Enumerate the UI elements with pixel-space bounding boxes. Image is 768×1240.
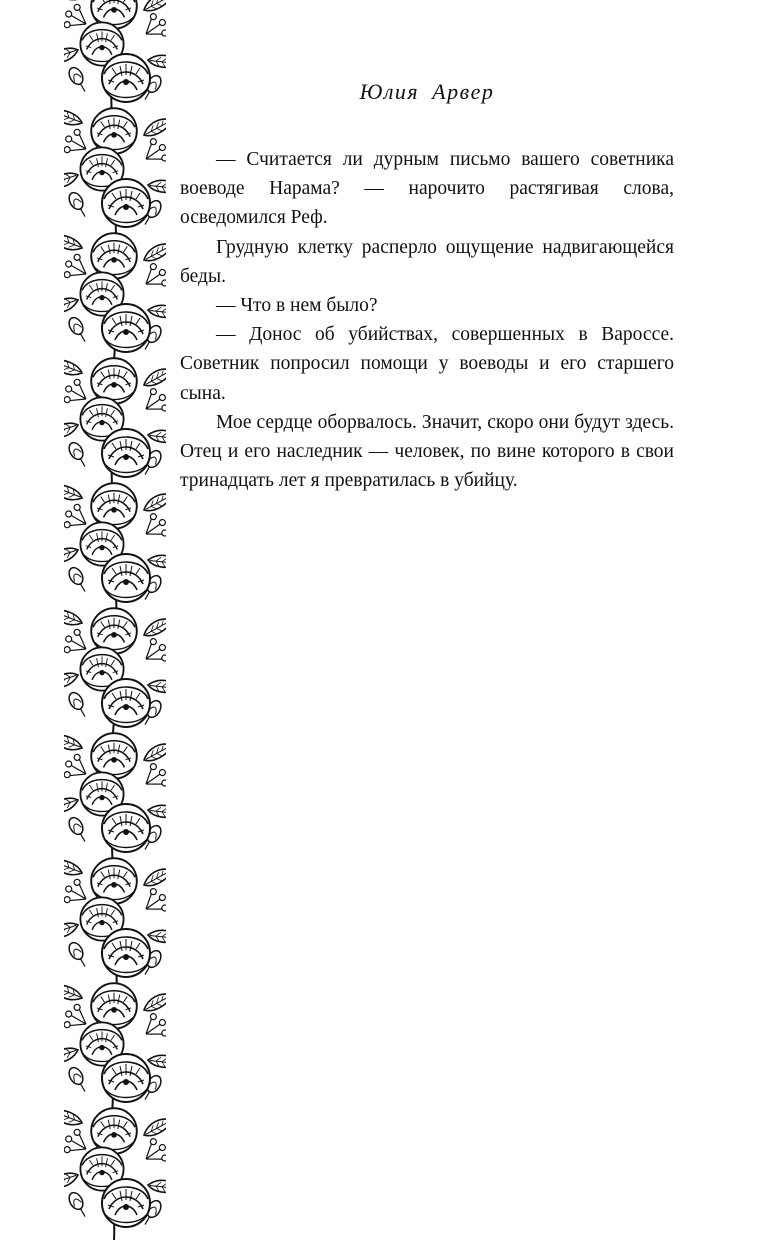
paragraph: Грудную клетку расперло ощущение надвигающейся беды. (180, 236, 674, 287)
body-text (180, 145, 674, 495)
running-head-author: Юлия Арвер (359, 79, 495, 104)
paragraph: — Донос об убийствах, совершенных в Вароссе. Советник попросил помощи у воеводы и его старшего сына. (180, 324, 674, 404)
paragraph: Мое сердце оборвалось. Значит, скоро они будут здесь. Отец и его наследник — человек, по вине которого в свои тринадцать лет я превратилась в убийцу. (180, 411, 674, 492)
floral-border-decoration (64, 0, 166, 1240)
paragraph: — Что в нем было? (216, 295, 378, 317)
paragraph: — Считается ли дурным письмо вашего советника воеводе Нарама? — нарочито растягивая слова, осведомился Реф. (180, 149, 674, 229)
